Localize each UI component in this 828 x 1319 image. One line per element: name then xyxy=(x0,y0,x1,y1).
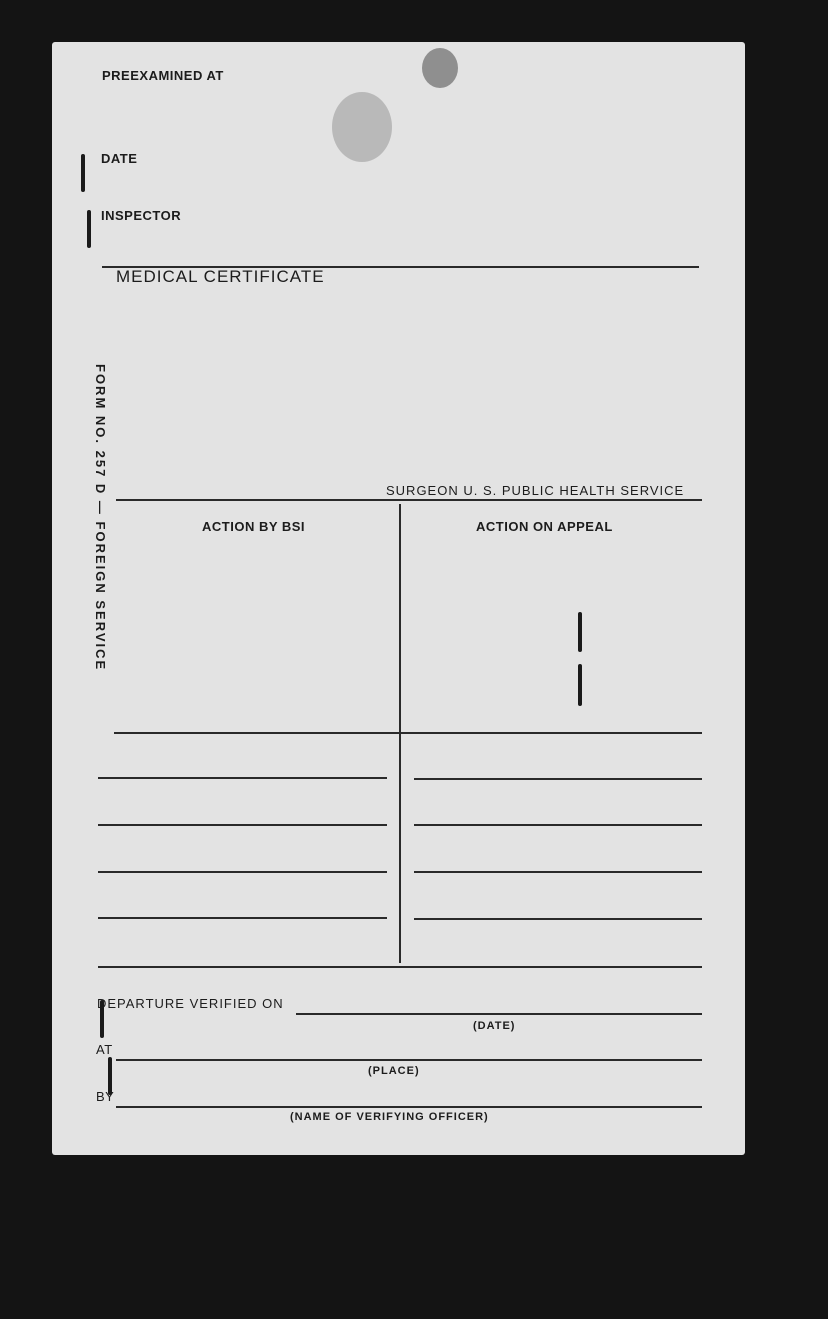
col-right-header: ACTION ON APPEAL xyxy=(476,519,613,534)
left-entry-line xyxy=(98,777,387,779)
surgeon-label: SURGEON U. S. PUBLIC HEALTH SERVICE xyxy=(386,483,685,498)
staple-mark xyxy=(578,612,582,652)
place-caption: (PLACE) xyxy=(368,1065,420,1077)
left-entry-line xyxy=(98,824,387,826)
left-entry-line xyxy=(98,871,387,873)
by-label: BY xyxy=(96,1089,115,1104)
right-entry-line xyxy=(414,918,702,920)
staple-mark xyxy=(578,664,582,706)
verifying-officer-line xyxy=(116,1106,702,1108)
right-entry-line xyxy=(414,824,702,826)
left-entry-line xyxy=(98,917,387,919)
right-entry-line xyxy=(414,778,702,780)
staple-mark xyxy=(81,154,85,192)
form-number: FORM NO. 257 D — FOREIGN SERVICE xyxy=(93,364,108,672)
departure-label: DEPARTURE VERIFIED ON xyxy=(97,996,284,1011)
col-left-header: ACTION BY BSI xyxy=(202,519,306,534)
fingerprint-smudge xyxy=(332,92,392,162)
departure-place-line xyxy=(116,1059,702,1061)
staple-mark xyxy=(87,210,91,248)
form-card xyxy=(52,42,745,1155)
surgeon-line xyxy=(116,499,702,501)
section-divider xyxy=(98,966,702,968)
at-label: AT xyxy=(96,1042,113,1057)
date-label: DATE xyxy=(101,151,138,166)
ink-smudge xyxy=(422,48,458,88)
right-entry-line xyxy=(414,871,702,873)
departure-date-line xyxy=(296,1013,702,1015)
date-caption: (DATE) xyxy=(473,1020,516,1032)
action-top-line xyxy=(114,732,702,734)
officer-caption: (NAME OF VERIFYING OFFICER) xyxy=(290,1111,489,1123)
certificate-title: MEDICAL CERTIFICATE xyxy=(116,267,325,286)
inspector-label: INSPECTOR xyxy=(101,208,182,223)
preexamined-label: PREEXAMINED AT xyxy=(102,68,224,83)
